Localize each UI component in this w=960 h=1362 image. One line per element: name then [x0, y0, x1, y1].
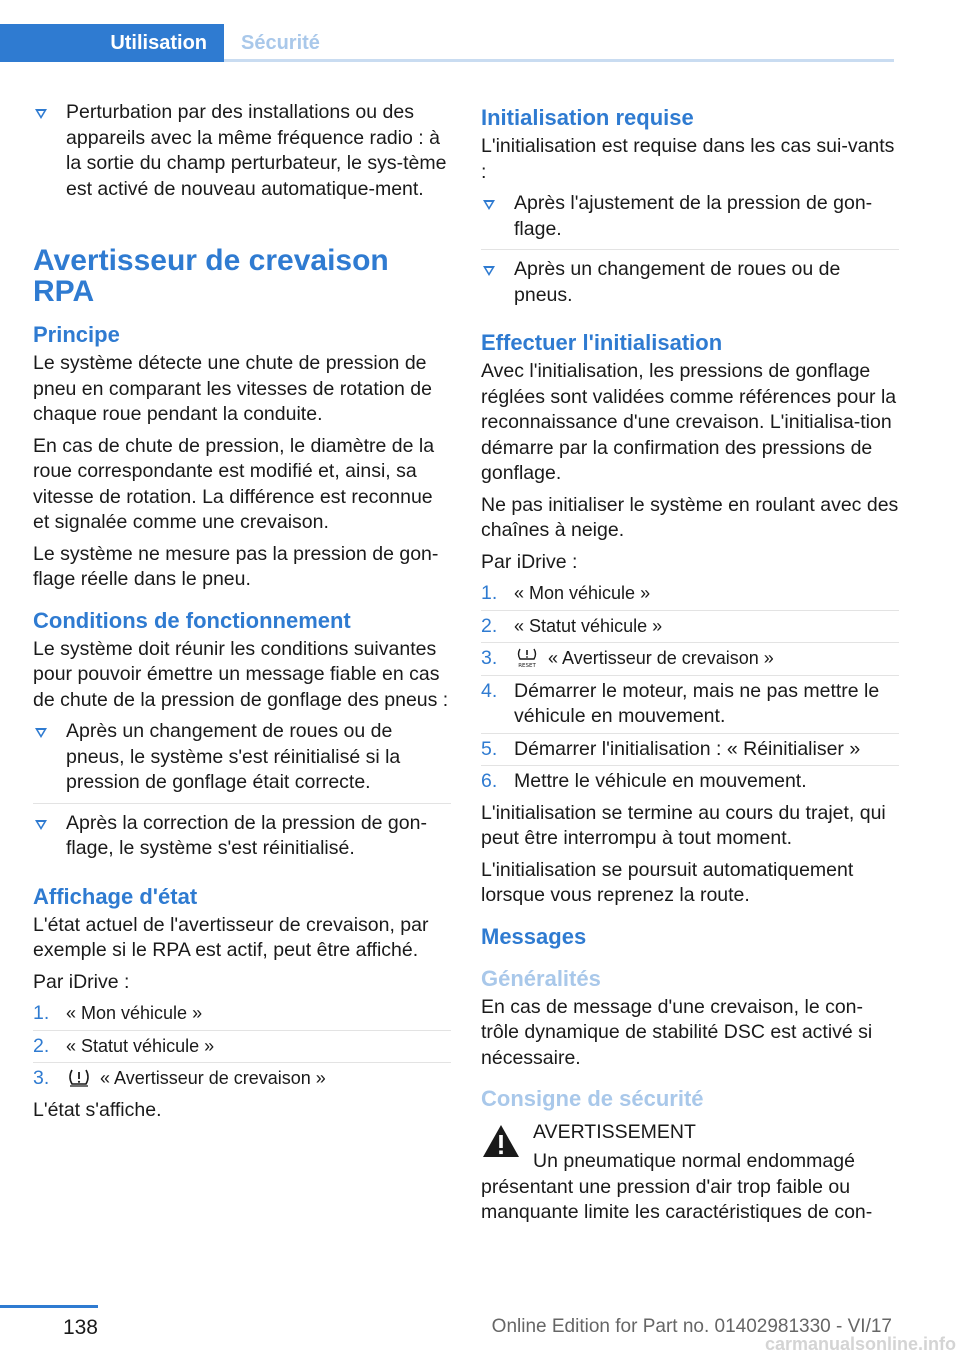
watermark: carmanualsonline.info: [764, 1334, 956, 1354]
list-item: Perturbation par des installations ou des appareils avec la même fréquence radio : à la sortie du champ perturbateur, le sys-tème est activé de nouveau automatique-ment.: [33, 100, 451, 209]
heading-principe: Principe: [33, 322, 120, 347]
paragraph: Le système détecte une chute de pression de pneu en comparant les vitesses de rotation de chaque roue pendant la conduite.: [33, 352, 432, 425]
init-steps: [481, 581, 899, 798]
step-number: 6.: [481, 770, 498, 792]
step-number: 4.: [481, 679, 498, 702]
heading-affichage: Affichage d'état: [33, 883, 198, 909]
warning-text-continued: présentant une pression d'air trop faible ou manquante limite les caractéristiques de con-: [481, 1175, 873, 1223]
paragraph: Le système ne mesure pas la pression de gon-flage réelle dans le pneu.: [33, 542, 439, 590]
conditions-list: [33, 719, 451, 869]
paragraph: L'état s'affiche.: [33, 1098, 162, 1121]
section-title: Avertisseur de crevaison RPA: [33, 244, 389, 308]
tire-pressure-reset-icon: [514, 648, 540, 668]
paragraph: En cas de chute de pression, le diamètre de la roue correspondante est modifié et, ainsi, sa vitesse de rotation. La différence est reconnue et signalée comme une crevaison.: [33, 434, 435, 533]
list-item: 1. « Mon véhicule »: [481, 581, 899, 611]
top-navigation: [0, 24, 894, 62]
list-item: 2. « Statut véhicule »: [33, 1034, 451, 1064]
heading-conditions: Conditions de fonctionnement: [33, 607, 351, 633]
list-item: Après un changement de roues ou de pneus.: [481, 257, 899, 315]
heading-consigne: Consigne de sécurité: [481, 1086, 704, 1111]
tab-securite[interactable]: Sécurité: [241, 32, 320, 54]
list-item: 3. « Avertisseur de crevaison »: [33, 1066, 451, 1095]
warning-text: Un pneumatique normal endommagé: [533, 1150, 855, 1172]
heading-messages: Messages: [481, 923, 587, 949]
paragraph: Par iDrive :: [481, 550, 578, 573]
step-number: 3.: [481, 647, 498, 669]
bullet-triangle-icon: [483, 200, 495, 210]
interference-list: [33, 100, 451, 209]
init-cases-list: [481, 191, 899, 315]
list-item: 1. « Mon véhicule »: [33, 1001, 451, 1031]
list-item: Après l'ajustement de la pression de gon-flage.: [481, 191, 899, 250]
paragraph: L'initialisation se poursuit automatiquement lorsque vous reprenez la route.: [481, 858, 854, 906]
bullet-triangle-icon: [483, 266, 495, 276]
step-number: 5.: [481, 737, 498, 760]
step-number: 3.: [33, 1067, 50, 1089]
footer-divider: [0, 1305, 98, 1308]
left-column: [33, 100, 451, 1129]
paragraph: L'initialisation est requise dans les cas sui-vants :: [481, 135, 895, 183]
step-number: 2.: [481, 614, 498, 637]
warning-box: [481, 1119, 899, 1226]
right-column: [481, 100, 899, 1226]
list-item: Après la correction de la pression de gon-flage, le système s'est réinitialisé.: [33, 811, 451, 869]
edition-note: Online Edition for Part no. 01402981330 - VI/17: [491, 1316, 892, 1337]
paragraph: Par iDrive :: [33, 970, 130, 993]
paragraph: L'état actuel de l'avertisseur de crevaison, par exemple si le RPA est actif, peut être affiché.: [33, 913, 429, 961]
heading-effectuer: Effectuer l'initialisation: [481, 330, 723, 355]
bullet-triangle-icon: [35, 109, 47, 119]
warning-title: AVERTISSEMENT: [533, 1121, 696, 1143]
heading-init-requise: Initialisation requise: [481, 105, 694, 130]
step-number: 1.: [33, 1002, 50, 1024]
list-item: Après un changement de roues ou de pneus, le système s'est réinitialisé si la pression de gonflage était correcte.: [33, 719, 451, 804]
paragraph: Avec l'initialisation, les pressions de gonflage réglées sont validées comme références pour la reconnaissance d'une crevaison. L'initialisa-tion démarre par la confirmation des pressions de gonflage.: [481, 360, 897, 484]
nav-divider: [224, 59, 894, 62]
bullet-triangle-icon: [35, 728, 47, 738]
paragraph: Le système doit réunir les conditions suivantes pour pouvoir émettre un message fiable en cas de chute de la pression de gonflage des pneus :: [33, 637, 449, 711]
svg-text:RESET: RESET: [518, 663, 536, 668]
tire-pressure-warning-icon: [66, 1068, 92, 1088]
list-item: 2. « Statut véhicule »: [481, 614, 899, 644]
list-item: 4. Démarrer le moteur, mais ne pas mettre le véhicule en mouvement.: [481, 679, 899, 734]
step-number: 2.: [33, 1034, 50, 1057]
bullet-triangle-icon: [35, 820, 47, 830]
list-item: 3. RESET « Avertisseur de crevaison »: [481, 646, 899, 676]
list-item: 5. Démarrer l'initialisation : « Réinitialiser »: [481, 737, 899, 767]
affichage-steps: [33, 1001, 451, 1095]
heading-generalites: Généralités: [481, 965, 601, 991]
step-number: 1.: [481, 582, 498, 604]
paragraph: Ne pas initialiser le système en roulant avec des chaînes à neige.: [481, 493, 899, 541]
page-number: 138: [62, 1316, 98, 1339]
paragraph: L'initialisation se termine au cours du trajet, qui peut être interrompu à tout moment.: [481, 801, 886, 849]
paragraph: En cas de message d'une crevaison, le con-trôle dynamique de stabilité DSC est activé si nécessaire.: [481, 995, 873, 1069]
list-item: 6. Mettre le véhicule en mouvement.: [481, 769, 899, 798]
tab-utilisation[interactable]: Utilisation: [0, 24, 224, 62]
warning-triangle-icon: [481, 1123, 521, 1159]
